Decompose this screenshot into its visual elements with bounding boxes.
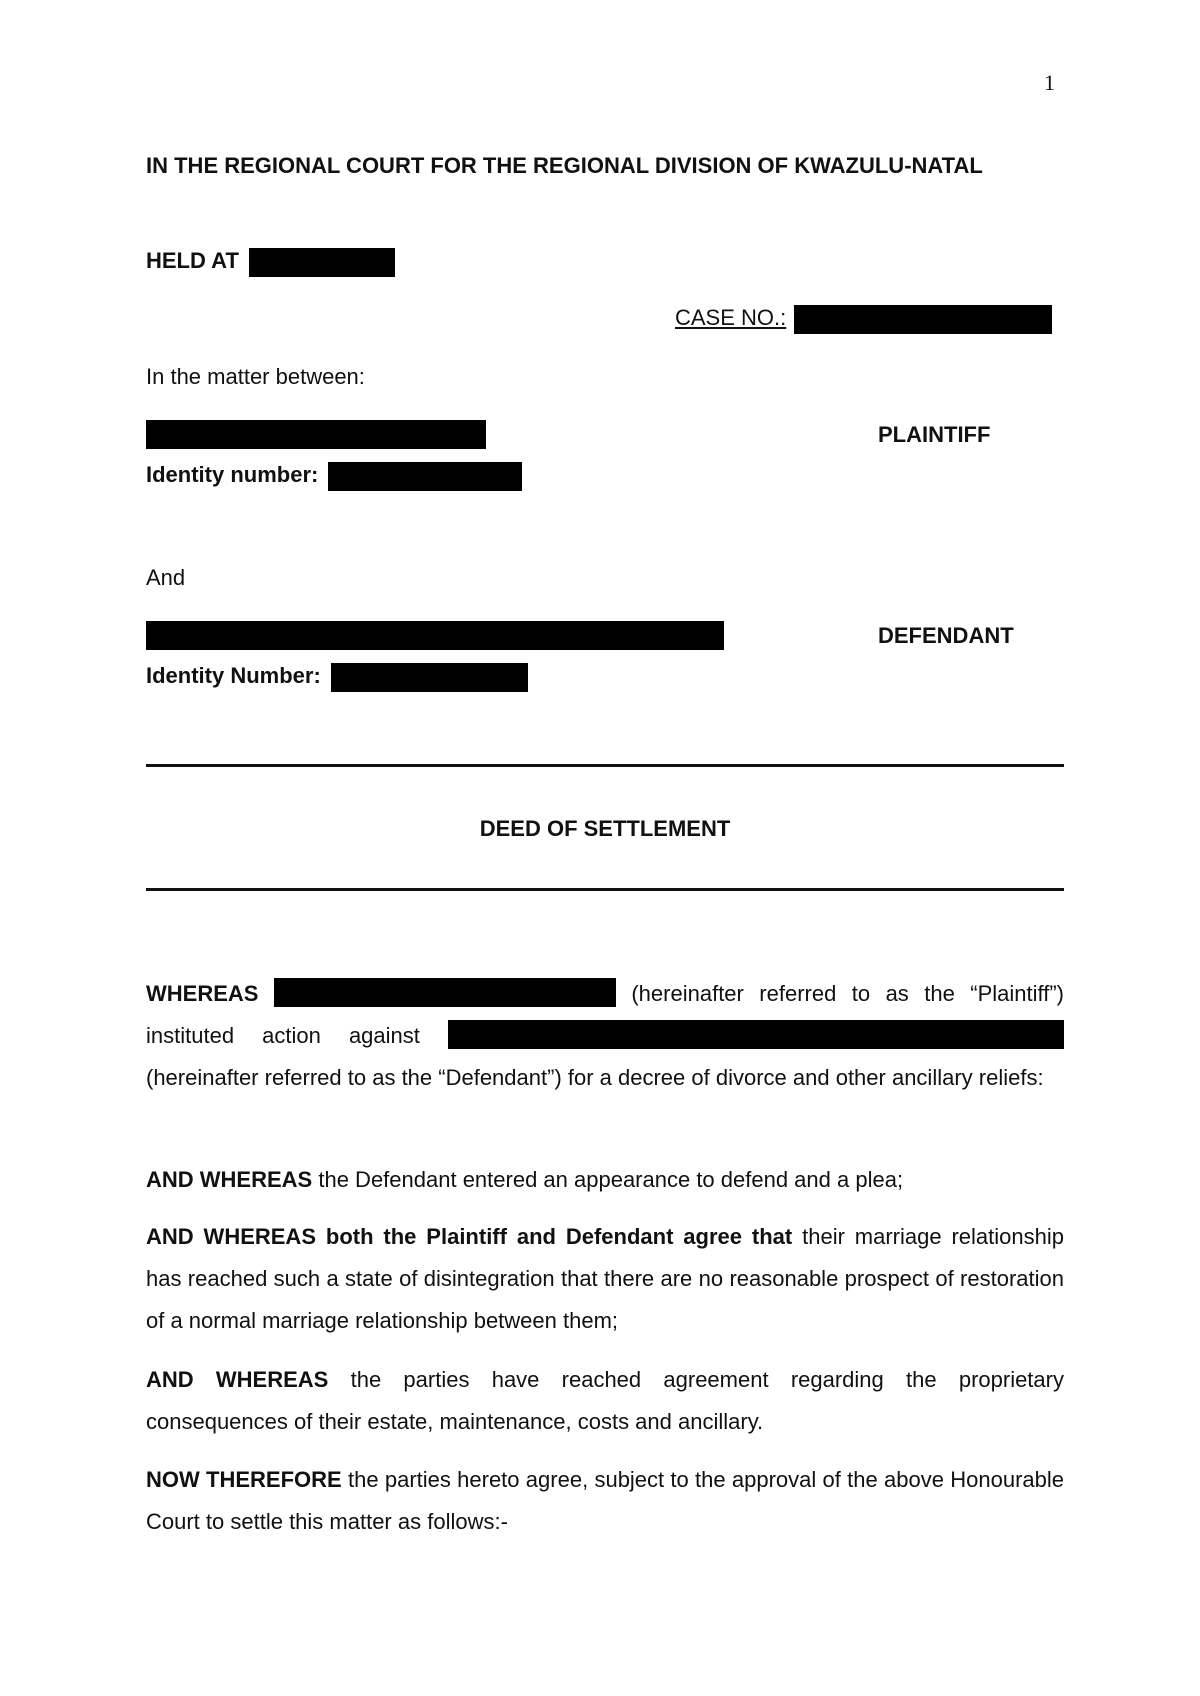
- recital-3-text: their marriage relationship has reached such a state of disintegration that there are no reasonable prospect of restoration of a normal marriage relationship between them;: [146, 1224, 1064, 1333]
- court-title: IN THE REGIONAL COURT FOR THE REGIONAL DIVISION OF KWAZULU-NATAL: [146, 153, 983, 178]
- recital-4-lead: AND WHEREAS: [146, 1367, 329, 1392]
- redacted-plaintiff-name: [146, 420, 486, 449]
- recital-5-lead: NOW THEREFORE: [146, 1467, 342, 1492]
- held-at-label: HELD AT: [146, 248, 239, 273]
- document-title: DEED OF SETTLEMENT: [479, 816, 731, 841]
- plaintiff-name-line: [146, 420, 1064, 452]
- recital-agreement-reached: [146, 1359, 1064, 1443]
- redacted-defendant-name-inline: [448, 1020, 1064, 1049]
- recital-5-text: the parties hereto agree, subject to the approval of the above Honourable Court to settle this matter as follows:-: [146, 1467, 1064, 1534]
- recital-2-lead: AND WHEREAS: [146, 1167, 313, 1192]
- redacted-location: [249, 248, 395, 277]
- defendant-block: [146, 621, 1064, 692]
- recital-now-therefore: [146, 1459, 1064, 1543]
- recital-3-lead: AND WHEREAS both the Plaintiff and Defendant agree that: [146, 1224, 793, 1249]
- and-connector: And: [146, 565, 186, 590]
- case-number-label: CASE NO.:: [675, 305, 787, 330]
- case-number-line: [675, 303, 1052, 334]
- redacted-defendant-id: [331, 663, 528, 692]
- plaintiff-id-label: Identity number:: [146, 462, 319, 487]
- page-number: 1: [1044, 70, 1055, 95]
- recital-1-lead: WHEREAS: [146, 981, 259, 1006]
- recital-1-text-a: (hereinafter referred to as the “Plaintiff”) instituted action against: [146, 981, 1064, 1048]
- bottom-divider: [146, 888, 1064, 891]
- recital-marriage-breakdown: [146, 1216, 1064, 1342]
- recital-plaintiff-action: [146, 973, 1064, 1099]
- top-divider: [146, 764, 1064, 767]
- matter-between-text: In the matter between:: [146, 364, 365, 389]
- defendant-role-label: DEFENDANT: [878, 623, 1014, 648]
- held-at-line: [146, 246, 395, 277]
- recital-1-text-b: (hereinafter referred to as the “Defendant”) for a decree of divorce and other ancillary reliefs:: [146, 1065, 1044, 1090]
- defendant-name-line: [146, 621, 1064, 653]
- plaintiff-role-label: PLAINTIFF: [878, 422, 991, 447]
- plaintiff-block: [146, 420, 1064, 491]
- redacted-plaintiff-name-inline: [274, 978, 616, 1007]
- recital-2-text: the Defendant entered an appearance to defend and a plea;: [318, 1167, 904, 1192]
- redacted-case-number: [794, 305, 1052, 334]
- recital-4-text: the parties have reached agreement regarding the proprietary consequences of their estate, maintenance, costs and ancillary.: [146, 1367, 1064, 1434]
- defendant-id-line: [146, 661, 1064, 692]
- recital-defence-entered: [146, 1159, 1064, 1201]
- defendant-id-label: Identity Number:: [146, 663, 321, 688]
- redacted-defendant-name: [146, 621, 724, 650]
- redacted-plaintiff-id: [328, 462, 522, 491]
- plaintiff-id-line: [146, 460, 1064, 491]
